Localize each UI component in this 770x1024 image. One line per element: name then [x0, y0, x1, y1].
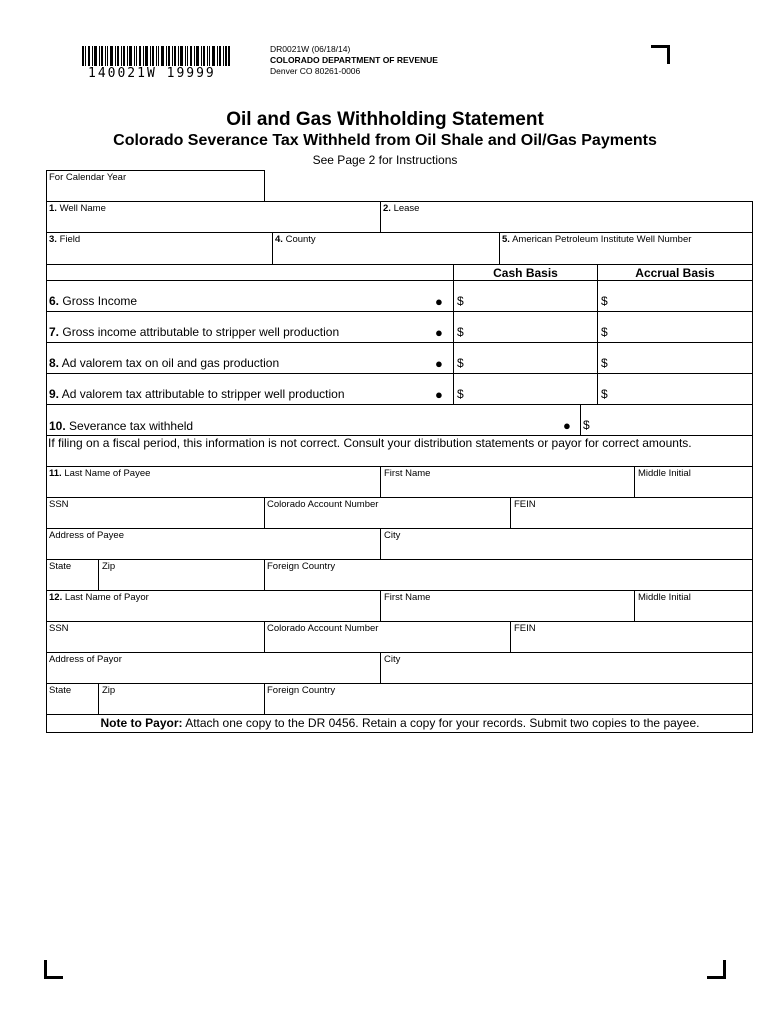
- currency-sign: $: [457, 325, 464, 339]
- line-7-accrual-field[interactable]: [610, 315, 751, 341]
- row-line: [46, 559, 753, 560]
- payor-state-field[interactable]: [47, 696, 97, 713]
- payor-zip-field[interactable]: [99, 696, 263, 713]
- payor-fein-label: FEIN: [514, 623, 536, 634]
- row-line: [46, 590, 753, 591]
- payee-middle-initial-label: Middle Initial: [638, 468, 691, 479]
- payor-city-field[interactable]: [381, 665, 751, 682]
- payor-zip-label: Zip: [102, 685, 116, 696]
- line-6-label: 6. Gross Income: [49, 294, 138, 308]
- bullet-icon: ●: [435, 294, 443, 309]
- row-line: [46, 201, 753, 202]
- currency-sign: $: [601, 325, 608, 339]
- payee-first-name-label: First Name: [384, 468, 431, 479]
- payor-co-account-field[interactable]: [265, 634, 509, 651]
- field-input[interactable]: [47, 245, 271, 263]
- line-8-label: 8. Ad valorem tax on oil and gas production: [49, 356, 280, 370]
- payor-city-label: City: [384, 654, 401, 665]
- line-6-accrual-field[interactable]: [610, 284, 751, 310]
- row-line: [46, 528, 753, 529]
- row-line: [46, 466, 753, 467]
- row-line: [46, 404, 753, 405]
- payor-ssn-field[interactable]: [47, 634, 263, 651]
- county-field[interactable]: [273, 245, 498, 263]
- note-label: Note to Payor:: [100, 716, 183, 730]
- currency-sign: $: [601, 356, 608, 370]
- instructions-note: See Page 2 for Instructions: [312, 153, 458, 167]
- corner-mark-bottom-left: [44, 960, 63, 979]
- calendar-year-box-top: [46, 170, 265, 171]
- row-line: [46, 232, 753, 233]
- payor-address-field[interactable]: [47, 665, 379, 682]
- payor-middle-initial-label: Middle Initial: [638, 592, 691, 603]
- form-id: DR0021W (06/18/14): [270, 44, 351, 54]
- payee-last-name-label: 11. Last Name of Payee: [49, 468, 151, 479]
- corner-mark-bottom-right: [707, 960, 726, 979]
- payee-address-label: Address of Payee: [49, 530, 124, 541]
- bullet-icon: ●: [435, 387, 443, 402]
- barcode: [82, 46, 230, 66]
- payee-last-name-field[interactable]: [47, 479, 379, 496]
- payor-fein-field[interactable]: [511, 634, 751, 651]
- col-divider: [597, 264, 598, 404]
- payee-city-field[interactable]: [381, 541, 751, 558]
- row-line: [46, 683, 753, 684]
- row-line: [46, 280, 753, 281]
- county-label: 4. County: [275, 234, 316, 245]
- currency-sign: $: [457, 356, 464, 370]
- api-field[interactable]: [500, 245, 751, 263]
- lease-field[interactable]: [381, 214, 751, 231]
- payee-ssn-field[interactable]: [47, 510, 263, 527]
- row-line: [46, 652, 753, 653]
- calendar-year-box-right: [264, 170, 265, 201]
- line-9-accrual-field[interactable]: [610, 377, 751, 403]
- payor-middle-initial-field[interactable]: [635, 603, 751, 620]
- note-to-payor: [47, 716, 753, 730]
- currency-sign: $: [583, 418, 590, 432]
- payor-first-name-field[interactable]: [381, 603, 633, 620]
- payor-co-account-label: Colorado Account Number: [267, 623, 379, 634]
- calendar-year-label: For Calendar Year: [49, 172, 127, 183]
- payee-address-field[interactable]: [47, 541, 379, 558]
- fiscal-period-note: If filing on a fiscal period, this information is not correct. Consult your distribution statements or payor for correct amounts.: [48, 436, 692, 450]
- form-header: [270, 44, 438, 77]
- line-9-cash-field[interactable]: [466, 377, 596, 403]
- department-address: Denver CO 80261-0006: [270, 66, 361, 76]
- payor-last-name-field[interactable]: [47, 603, 379, 620]
- line-10-field[interactable]: [592, 406, 751, 433]
- row-line: [46, 714, 753, 715]
- line-10-label: 10. Severance tax withheld: [49, 419, 194, 433]
- well-name-field[interactable]: [47, 214, 379, 231]
- payee-middle-initial-field[interactable]: [635, 479, 751, 496]
- line-9-label: 9. Ad valorem tax attributable to stripper well production: [49, 387, 345, 401]
- bullet-icon: ●: [563, 418, 571, 433]
- line-8-cash-field[interactable]: [466, 346, 596, 372]
- payee-foreign-country-field[interactable]: [265, 572, 751, 589]
- currency-sign: $: [457, 387, 464, 401]
- field-label: 3. Field: [49, 234, 81, 245]
- row-line: [46, 342, 753, 343]
- well-name-label: 1. Well Name: [49, 203, 106, 214]
- api-label: 5. American Petroleum Institute Well Number: [502, 234, 692, 245]
- bullet-icon: ●: [435, 325, 443, 340]
- row-line: [46, 311, 753, 312]
- payee-state-field[interactable]: [47, 572, 97, 589]
- payee-co-account-label: Colorado Account Number: [267, 499, 379, 510]
- payee-co-account-field[interactable]: [265, 510, 509, 527]
- col-divider: [453, 264, 454, 404]
- currency-sign: $: [457, 294, 464, 308]
- payor-foreign-country-label: Foreign Country: [267, 685, 336, 696]
- currency-sign: $: [601, 387, 608, 401]
- payor-state-label: State: [49, 685, 72, 696]
- form-subtitle: Colorado Severance Tax Withheld from Oil Shale and Oil/Gas Payments: [113, 132, 657, 149]
- accrual-basis-header: Accrual Basis: [635, 266, 715, 280]
- payor-last-name-label: 12. Last Name of Payor: [49, 592, 149, 603]
- payor-ssn-label: SSN: [49, 623, 69, 634]
- currency-sign: $: [601, 294, 608, 308]
- row-line: [46, 264, 753, 265]
- row-line: [46, 732, 753, 733]
- line-6-cash-field[interactable]: [466, 284, 596, 310]
- cash-basis-header: Cash Basis: [493, 266, 558, 280]
- line-7-label: 7. Gross income attributable to stripper well production: [49, 325, 340, 339]
- col-divider: [580, 404, 581, 435]
- payee-city-label: City: [384, 530, 401, 541]
- payor-foreign-country-field[interactable]: [265, 696, 751, 713]
- row-line: [46, 373, 753, 374]
- form-title: Oil and Gas Withholding Statement: [226, 109, 544, 130]
- payee-zip-label: Zip: [102, 561, 116, 572]
- line-7-cash-field[interactable]: [466, 315, 596, 341]
- calendar-year-field[interactable]: [47, 184, 263, 200]
- payee-state-label: State: [49, 561, 72, 572]
- department-name: COLORADO DEPARTMENT OF REVENUE: [270, 55, 438, 65]
- payee-fein-field[interactable]: [511, 510, 751, 527]
- corner-mark-top-right: [651, 45, 670, 64]
- bullet-icon: ●: [435, 356, 443, 371]
- lease-label: 2. Lease: [383, 203, 420, 214]
- line-8-accrual-field[interactable]: [610, 346, 751, 372]
- payee-zip-field[interactable]: [99, 572, 263, 589]
- payee-first-name-field[interactable]: [381, 479, 633, 496]
- row-line: [46, 621, 753, 622]
- row-line: [46, 497, 753, 498]
- payee-ssn-label: SSN: [49, 499, 69, 510]
- note-text: Attach one copy to the DR 0456. Retain a copy for your records. Submit two copies to the payee.: [182, 716, 700, 730]
- payor-first-name-label: First Name: [384, 592, 431, 603]
- barcode-number: 140021W 19999: [88, 66, 216, 81]
- payee-foreign-country-label: Foreign Country: [267, 561, 336, 572]
- payor-address-label: Address of Payor: [49, 654, 122, 665]
- payee-fein-label: FEIN: [514, 499, 536, 510]
